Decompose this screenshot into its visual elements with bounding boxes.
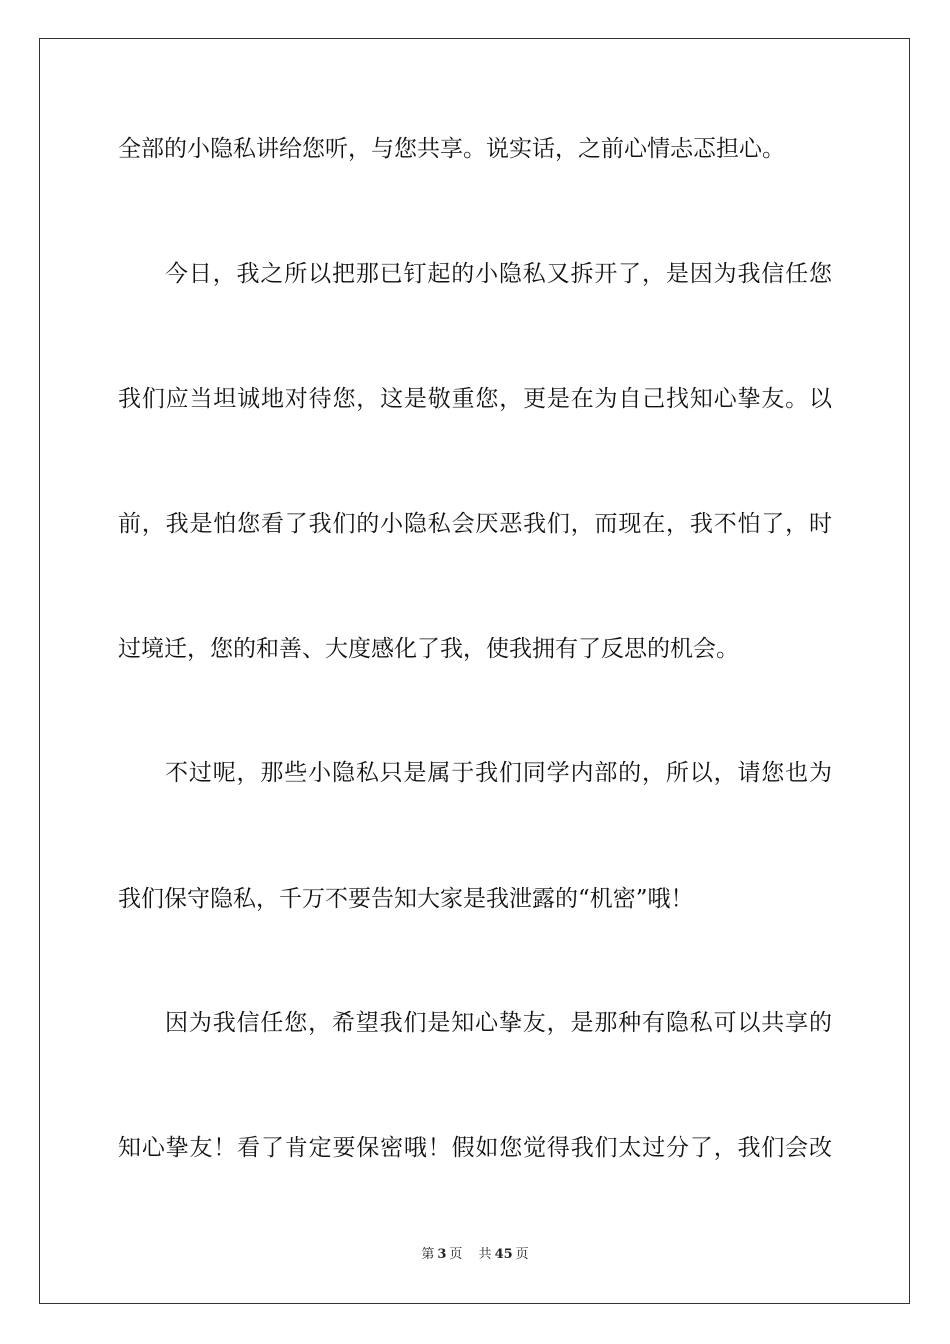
text-line-5: 过境迁，您的和善、大度感化了我，使我拥有了反思的机会。 bbox=[118, 636, 739, 662]
text-line-7: 我们保守隐私，千万不要告知大家是我泄露的“机密”哦！ bbox=[118, 886, 694, 912]
page-suffix: 页 bbox=[449, 1247, 463, 1262]
text-line-3: 我们应当坦诚地对待您，这是敬重您，更是在为自己找知心挚友。以 bbox=[118, 386, 832, 412]
page-border bbox=[39, 38, 910, 1304]
text-line-4: 前，我是怕您看了我们的小隐私会厌恶我们，而现在，我不怕了，时 bbox=[118, 511, 832, 537]
page-number: 3 bbox=[437, 1247, 447, 1262]
text-line-9: 知心挚友！看了肯定要保密哦！假如您觉得我们太过分了，我们会改 bbox=[118, 1135, 832, 1161]
total-prefix: 共 bbox=[478, 1247, 492, 1262]
total-indicator bbox=[476, 1247, 532, 1262]
text-line-1: 全部的小隐私讲给您听，与您共享。说实话，之前心情忐忑担心。 bbox=[118, 136, 785, 162]
page-prefix: 第 bbox=[421, 1247, 435, 1262]
total-pages: 45 bbox=[494, 1247, 513, 1262]
text-line-8: 因为我信任您，希望我们是知心挚友，是那种有隐私可以共享的 bbox=[165, 1010, 832, 1036]
text-line-2: 今日，我之所以把那已钉起的小隐私又拆开了，是因为我信任您 bbox=[165, 261, 832, 287]
page-indicator bbox=[418, 1247, 465, 1262]
page-footer bbox=[0, 1243, 950, 1262]
text-line-6: 不过呢，那些小隐私只是属于我们同学内部的，所以，请您也为 bbox=[165, 760, 832, 786]
total-suffix: 页 bbox=[515, 1247, 529, 1262]
